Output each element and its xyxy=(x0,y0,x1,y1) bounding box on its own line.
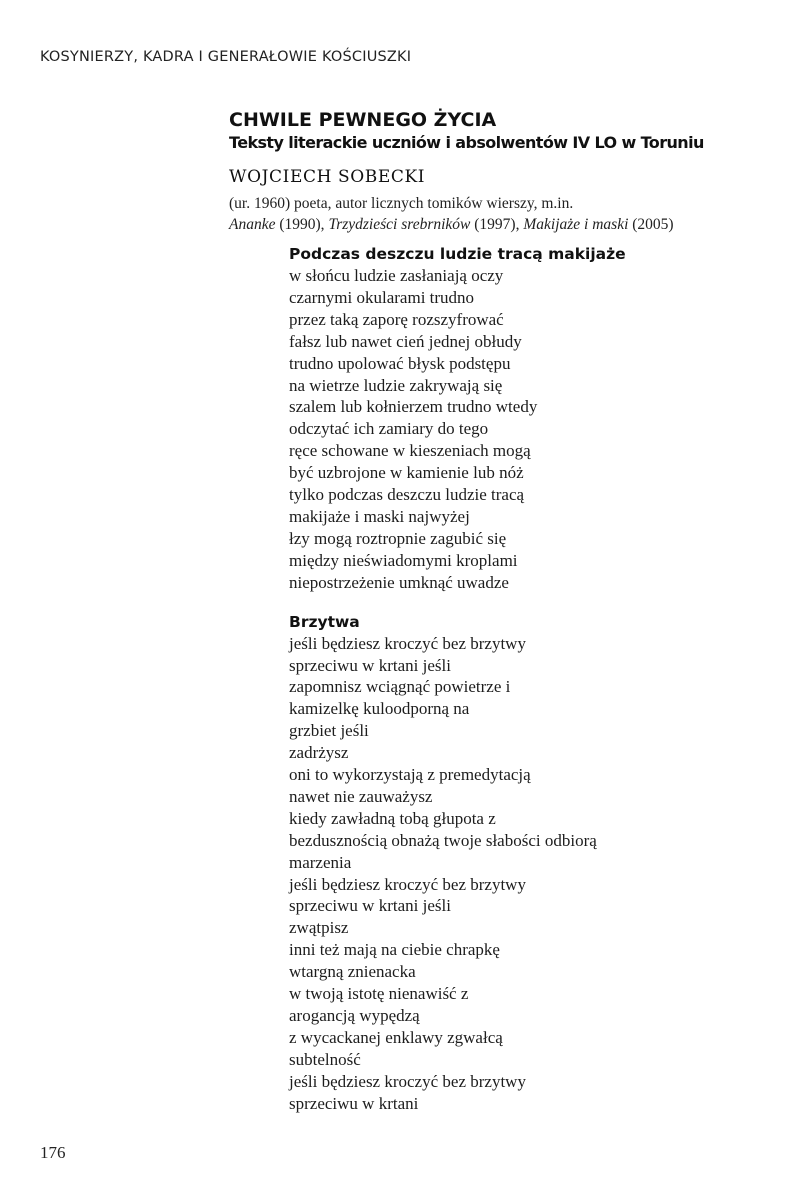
poem-line: nawet nie zauważysz xyxy=(289,786,433,806)
poem xyxy=(289,244,789,594)
poem-line: być uzbrojone w kamienie lub nóż xyxy=(289,463,524,483)
poem-line: przez taką zaporę rozszyfrować xyxy=(289,309,504,329)
poem-line: jeśli będziesz kroczyć bez brzytwy xyxy=(289,633,526,653)
poem-line: między nieświadomymi kroplami xyxy=(289,550,518,570)
author-name: WOJCIECH SOBECKI xyxy=(229,167,426,187)
bio-text: (1997), xyxy=(470,216,524,233)
poem-line: marzenia xyxy=(289,852,352,872)
poem-line: arogancją wypędzą xyxy=(289,1006,420,1025)
section-title: CHWILE PEWNEGO ŻYCIA xyxy=(229,109,497,131)
poem-line: w twoją istotę nienawiść z xyxy=(289,984,469,1004)
running-head: KOSYNIERZY, KADRA I GENERAŁOWIE KOŚCIUSZKI xyxy=(40,49,412,65)
poem-line: grzbiet jeśli xyxy=(289,721,369,741)
author-bio-line-1: (ur. 1960) poeta, autor licznych tomików wierszy, m.in. xyxy=(229,195,574,212)
poem-line: na wietrze ludzie zakrywają się xyxy=(289,375,503,395)
bio-text: (2005) xyxy=(628,216,674,233)
poems-container xyxy=(289,244,789,1115)
section-header xyxy=(229,108,789,235)
poem-line: sprzeciwu w krtani jeśli xyxy=(289,896,451,916)
poem-line: fałsz lub nawet cień jednej obłudy xyxy=(289,331,522,351)
poem-line: kamizelkę kuloodporną na xyxy=(289,699,470,719)
author-bio-line-2 xyxy=(229,214,789,235)
poem-title: Podczas deszczu ludzie tracą makijaże xyxy=(289,245,626,263)
poem xyxy=(289,612,789,1115)
section-subtitle: Teksty literackie uczniów i absolwentów IV LO w Toruniu xyxy=(229,133,704,152)
bio-text: (1990), xyxy=(275,216,329,233)
poem-line: tylko podczas deszczu ludzie tracą xyxy=(289,485,525,505)
poem-line: kiedy zawładną tobą głupota z xyxy=(289,808,496,828)
poem-line: ręce schowane w kieszeniach mogą xyxy=(289,441,531,461)
author-bio xyxy=(229,193,789,235)
poem-line: łzy mogą roztropnie zagubić się xyxy=(289,528,507,548)
book-title: Trzydzieści srebrników xyxy=(328,216,471,233)
poem-line: niepostrzeżenie umknąć uwadze xyxy=(289,572,509,592)
poem-line: z wycackanej enklawy zgwałcą xyxy=(289,1027,503,1047)
book-title: Makijaże i maski xyxy=(523,216,629,233)
poem-line: oni to wykorzystają z premedytacją xyxy=(289,765,531,785)
poem-line: sprzeciwu w krtani jeśli xyxy=(289,655,451,675)
poem-line: w słońcu ludzie zasłaniają oczy xyxy=(289,266,504,285)
poem-line: makijaże i maski najwyżej xyxy=(289,506,470,526)
poem-line: szalem lub kołnierzem trudno wtedy xyxy=(289,397,538,417)
poem-line: odczytać ich zamiary do tego xyxy=(289,419,489,439)
poem-line: zadrżysz xyxy=(289,743,349,763)
poem-line: czarnymi okularami trudno xyxy=(289,287,475,307)
poem-line: trudno upolować błysk podstępu xyxy=(289,353,511,373)
poem-line: wtargną znienacka xyxy=(289,962,416,982)
book-title: Ananke xyxy=(229,216,276,233)
poem-line: sprzeciwu w krtani xyxy=(289,1093,419,1113)
poem-line: zwątpisz xyxy=(289,918,349,938)
poem-line: inni też mają na ciebie chrapkę xyxy=(289,940,500,960)
poem-gap xyxy=(289,594,789,612)
poem-line: jeśli będziesz kroczyć bez brzytwy xyxy=(289,874,526,894)
poem-line: subtelność xyxy=(289,1049,361,1069)
poem-line: bezdusznością obnażą twoje słabości odbiorą xyxy=(289,830,597,850)
poem-line: jeśli będziesz kroczyć bez brzytwy xyxy=(289,1071,526,1091)
poem-title: Brzytwa xyxy=(289,612,360,631)
poem-line: zapomnisz wciągnąć powietrze i xyxy=(289,677,511,697)
page-number: 176 xyxy=(40,1143,66,1162)
